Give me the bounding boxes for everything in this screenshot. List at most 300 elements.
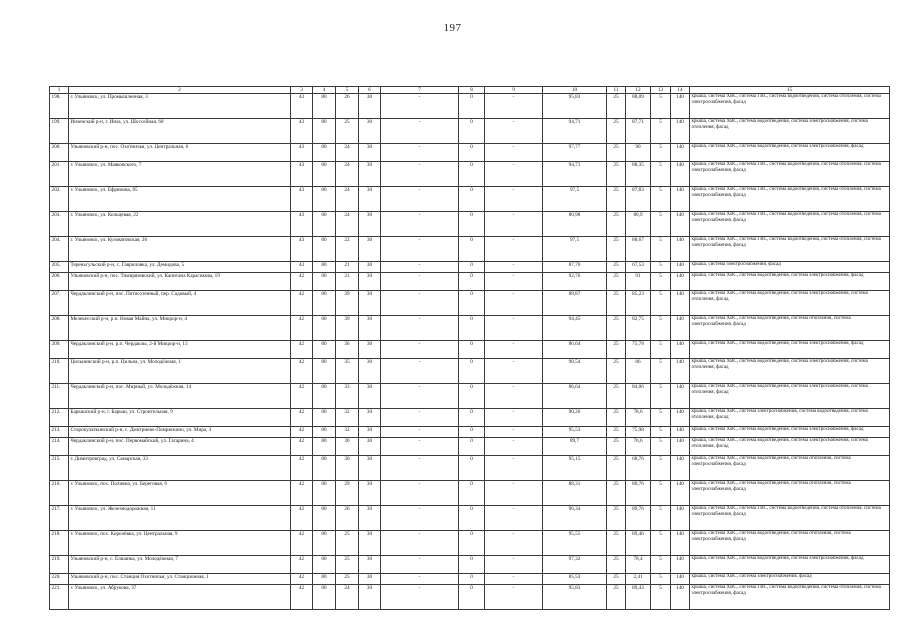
value-cell: -	[381, 273, 459, 291]
works-cell: крыша, система электроснабжения, фасад	[690, 262, 890, 273]
column-number-header: 2	[69, 87, 291, 94]
value-cell: 36	[336, 341, 359, 359]
value-cell: -	[381, 427, 459, 438]
value-cell: -	[381, 94, 459, 119]
value-cell: 97,5	[543, 237, 607, 262]
value-cell: 42	[291, 456, 313, 481]
address-cell: Барышский р-н, г. Барыш, ул. Строительная, 9	[69, 409, 291, 427]
value-cell: 88,35	[626, 162, 651, 187]
value-cell: 25	[336, 119, 359, 144]
page-number: 197	[443, 22, 462, 34]
value-cell: 25	[607, 316, 626, 341]
value-cell: -	[485, 316, 543, 341]
table-row	[50, 187, 890, 212]
value-cell: 5	[651, 144, 671, 162]
value-cell: 5	[651, 427, 671, 438]
value-cell: 30	[336, 438, 359, 456]
value-cell: 30	[359, 384, 381, 409]
row-number-cell: 210.	[50, 359, 69, 384]
value-cell: -	[485, 237, 543, 262]
column-number-header: 7	[381, 87, 459, 94]
value-cell: 92,76	[543, 273, 607, 291]
value-cell: 0	[459, 94, 485, 119]
value-cell: 0	[459, 162, 485, 187]
value-cell: -	[381, 531, 459, 556]
value-cell: 0	[459, 316, 485, 341]
row-number-cell: 220.	[50, 574, 69, 585]
value-cell: 25	[607, 456, 626, 481]
value-cell: 5	[651, 456, 671, 481]
value-cell: -	[381, 162, 459, 187]
row-number-cell: 211.	[50, 384, 69, 409]
value-cell: 5	[651, 162, 671, 187]
works-cell: крыша, система ХВС, система электроснабжения, система водоотведения, система отопления, фасад	[690, 409, 890, 427]
value-cell: 25	[607, 506, 626, 531]
value-cell: -	[485, 273, 543, 291]
table-row	[50, 212, 890, 237]
value-cell: 32	[336, 427, 359, 438]
value-cell: 140	[671, 384, 690, 409]
address-cell: Мелекесский р-н, р.п. Новая Майна, ул. Микрор-н, 4	[69, 316, 291, 341]
value-cell: 30	[359, 119, 381, 144]
value-cell: 5	[651, 341, 671, 359]
row-number-cell: 207.	[50, 291, 69, 316]
value-cell: 0	[459, 262, 485, 273]
value-cell: 0	[459, 438, 485, 456]
row-number-cell: 208.	[50, 316, 69, 341]
value-cell: 30	[359, 481, 381, 506]
value-cell: 80	[313, 212, 336, 237]
row-number-cell: 216.	[50, 481, 69, 506]
value-cell: -	[485, 506, 543, 531]
table-row	[50, 94, 890, 119]
value-cell: 75,98	[626, 427, 651, 438]
works-cell: крыша, система ХВС, система водоотведения, система отопления, система электроснабжения, фасад	[690, 316, 890, 341]
value-cell: 140	[671, 273, 690, 291]
value-cell: 30	[359, 187, 381, 212]
works-cell: крыша, система ХВС, система ГВС, система водоотведения, система отопления, система электроснабжения, фасад	[690, 94, 890, 119]
value-cell: 30	[359, 316, 381, 341]
value-cell: 30	[359, 427, 381, 438]
value-cell: 29	[336, 481, 359, 506]
address-cell: Чердаклинский р-н, пос. Первомайский, ул. Гагарина, 4	[69, 438, 291, 456]
value-cell: 39	[336, 291, 359, 316]
value-cell: 90,26	[543, 409, 607, 427]
table-row	[50, 481, 890, 506]
table-row	[50, 506, 890, 531]
value-cell: 84,06	[626, 384, 651, 409]
value-cell: 0	[459, 556, 485, 574]
row-number-cell: 221.	[50, 585, 69, 610]
value-cell: 2,41	[626, 574, 651, 585]
value-cell: 140	[671, 144, 690, 162]
value-cell: 43	[291, 94, 313, 119]
value-cell: -	[485, 574, 543, 585]
value-cell: 85,23	[626, 291, 651, 316]
value-cell: 95,55	[543, 531, 607, 556]
value-cell: 80	[313, 187, 336, 212]
works-cell: крыша, система ХВС, система водоотведения, система электроснабжения, система отопления, фасад	[690, 291, 890, 316]
value-cell: -	[381, 316, 459, 341]
value-cell: 88,67	[626, 237, 651, 262]
value-cell: 42	[291, 273, 313, 291]
value-cell: 0	[459, 291, 485, 316]
row-number-cell: 206.	[50, 273, 69, 291]
value-cell: 32	[336, 409, 359, 427]
value-cell: 140	[671, 162, 690, 187]
value-cell: 80	[313, 506, 336, 531]
table-row	[50, 585, 890, 610]
value-cell: 0	[459, 212, 485, 237]
value-cell: -	[381, 119, 459, 144]
works-cell: крыша, система ХВС, система водоотведения, система электроснабжения, система отопления, фасад	[690, 384, 890, 409]
value-cell: 78,4	[626, 556, 651, 574]
value-cell: 89,7	[543, 438, 607, 456]
value-cell: 0	[459, 409, 485, 427]
value-cell: -	[485, 144, 543, 162]
value-cell: 95,53	[543, 427, 607, 438]
value-cell: 80	[313, 531, 336, 556]
value-cell: 25	[607, 427, 626, 438]
address-cell: г. Ульяновск, пос. Поливна, ул. Береговая, 6	[69, 481, 291, 506]
row-number-cell: 200.	[50, 144, 69, 162]
table-row	[50, 438, 890, 456]
value-cell: 87,71	[626, 119, 651, 144]
works-cell: крыша, система ХВС, система водоотведения, система электроснабжения, фасад	[690, 556, 890, 574]
table-row	[50, 556, 890, 574]
value-cell: 25	[607, 384, 626, 409]
value-cell: 0	[459, 506, 485, 531]
value-cell: -	[381, 237, 459, 262]
row-number-cell: 205.	[50, 262, 69, 273]
row-number-cell: 201.	[50, 162, 69, 187]
value-cell: 76,6	[626, 438, 651, 456]
address-cell: Чердаклинский р-н, пос. Пятисотенный, пер. Садовый, 4	[69, 291, 291, 316]
value-cell: 25	[336, 556, 359, 574]
works-cell: крыша, система ХВС, система ГВС, система водоотведения, система отопления, система электроснабжения, фасад	[690, 237, 890, 262]
table-row	[50, 144, 890, 162]
value-cell: 5	[651, 119, 671, 144]
value-cell: -	[485, 531, 543, 556]
address-cell: Ульяновский р-н, пос. Тимирязевский, ул. Капитана Карасикова, 19	[69, 273, 291, 291]
value-cell: 80	[313, 481, 336, 506]
value-cell: 97,77	[543, 144, 607, 162]
table-row	[50, 574, 890, 585]
value-cell: 5	[651, 574, 671, 585]
value-cell: 30	[359, 409, 381, 427]
address-cell: Цильнинский р-н, р.п. Цильна, ул. Молодёжная, 1	[69, 359, 291, 384]
value-cell: 88,09	[626, 94, 651, 119]
column-number-header: 13	[651, 87, 671, 94]
value-cell: -	[381, 481, 459, 506]
table-row	[50, 341, 890, 359]
works-cell: крыша, система ХВС, система водоотведения, система отопления, система электроснабжения, фасад	[690, 531, 890, 556]
value-cell: 25	[607, 119, 626, 144]
column-number-header: 6	[359, 87, 381, 94]
value-cell: 30	[359, 212, 381, 237]
value-cell: 140	[671, 237, 690, 262]
value-cell: 80	[313, 262, 336, 273]
value-cell: -	[381, 574, 459, 585]
value-cell: 86,64	[543, 341, 607, 359]
address-cell: Ульяновский р-н, пос. Станция Охотничья, ул. Станционная, 1	[69, 574, 291, 585]
value-cell: 42	[291, 556, 313, 574]
value-cell: 140	[671, 531, 690, 556]
value-cell: 25	[607, 359, 626, 384]
value-cell: 140	[671, 262, 690, 273]
value-cell: 30	[359, 456, 381, 481]
value-cell: 80	[313, 94, 336, 119]
value-cell: 30	[359, 574, 381, 585]
value-cell: 94,71	[543, 119, 607, 144]
value-cell: 25	[607, 162, 626, 187]
value-cell: -	[381, 212, 459, 237]
column-number-header: 15	[690, 87, 890, 94]
value-cell: 5	[651, 384, 671, 409]
value-cell: 43	[291, 212, 313, 237]
works-cell: крыша, система ХВС, система электроснабжения, фасад	[690, 574, 890, 585]
value-cell: 0	[459, 585, 485, 610]
value-cell: 97,32	[543, 556, 607, 574]
value-cell: -	[381, 506, 459, 531]
row-number-cell: 209.	[50, 341, 69, 359]
table-row	[50, 384, 890, 409]
address-cell: Инзенский р-н, г. Инза, ул. Шоссейная, 68	[69, 119, 291, 144]
value-cell: 25	[607, 531, 626, 556]
row-number-cell: 218.	[50, 531, 69, 556]
value-cell: 35	[336, 359, 359, 384]
value-cell: 25	[607, 262, 626, 273]
value-cell: 5	[651, 212, 671, 237]
works-cell: крыша, система ХВС, система водоотведения, система электроснабжения, система отопления, фасад	[690, 119, 890, 144]
value-cell: 140	[671, 119, 690, 144]
value-cell: 43	[291, 237, 313, 262]
value-cell: 140	[671, 341, 690, 359]
value-cell: -	[485, 359, 543, 384]
table-row	[50, 237, 890, 262]
value-cell: 25	[607, 94, 626, 119]
value-cell: 0	[459, 384, 485, 409]
value-cell: 42	[291, 438, 313, 456]
address-cell: г. Димитровград, ул. Самарская, 33	[69, 456, 291, 481]
value-cell: 24	[336, 144, 359, 162]
value-cell: 42	[291, 574, 313, 585]
value-cell: 140	[671, 409, 690, 427]
value-cell: 80	[313, 384, 336, 409]
value-cell: 0	[459, 531, 485, 556]
value-cell: -	[485, 341, 543, 359]
value-cell: 87,76	[543, 262, 607, 273]
value-cell: 140	[671, 212, 690, 237]
works-cell: крыша, система ХВС, система водоотведения, система электроснабжения, система отопления, фасад	[690, 359, 890, 384]
value-cell: -	[381, 144, 459, 162]
value-cell: -	[485, 119, 543, 144]
column-number-header: 9	[485, 87, 543, 94]
value-cell: 80	[313, 291, 336, 316]
table-row	[50, 119, 890, 144]
row-number-cell: 214.	[50, 438, 69, 456]
value-cell: 80	[313, 456, 336, 481]
value-cell: 24	[336, 162, 359, 187]
value-cell: 30	[359, 556, 381, 574]
value-cell: 140	[671, 506, 690, 531]
column-number-header: 8	[459, 87, 485, 94]
value-cell: 5	[651, 506, 671, 531]
row-number-cell: 219.	[50, 556, 69, 574]
value-cell: 5	[651, 187, 671, 212]
value-cell: -	[381, 409, 459, 427]
value-cell: 5	[651, 585, 671, 610]
value-cell: 75,78	[626, 341, 651, 359]
value-cell: 25	[336, 531, 359, 556]
value-cell: 80	[313, 119, 336, 144]
address-cell: г. Ульяновск, ул. Ефремова, 85	[69, 187, 291, 212]
table-row	[50, 359, 890, 384]
works-cell: крыша, система ХВС, система ГВС, система водоотведения, система отопления, система электроснабжения, фасад	[690, 212, 890, 237]
value-cell: -	[381, 341, 459, 359]
value-cell: 98,54	[543, 359, 607, 384]
value-cell: 42	[291, 291, 313, 316]
column-number-header: 12	[626, 87, 651, 94]
value-cell: 25	[607, 438, 626, 456]
value-cell: 67,53	[626, 262, 651, 273]
value-cell: 80	[313, 574, 336, 585]
value-cell: 89,43	[626, 585, 651, 610]
value-cell: 30	[359, 94, 381, 119]
value-cell: 89,46	[626, 531, 651, 556]
table-row	[50, 273, 890, 291]
value-cell: 140	[671, 187, 690, 212]
value-cell: 43	[291, 119, 313, 144]
table-row	[50, 162, 890, 187]
value-cell: 42	[291, 531, 313, 556]
value-cell: 42	[291, 359, 313, 384]
value-cell: 22	[336, 237, 359, 262]
value-cell: 5	[651, 359, 671, 384]
value-cell: -	[485, 162, 543, 187]
value-cell: -	[485, 187, 543, 212]
value-cell: 95,83	[543, 585, 607, 610]
value-cell: -	[381, 359, 459, 384]
table-row	[50, 291, 890, 316]
value-cell: 42	[291, 316, 313, 341]
table-row	[50, 456, 890, 481]
value-cell: 0	[459, 187, 485, 212]
value-cell: -	[485, 212, 543, 237]
row-number-cell: 204.	[50, 237, 69, 262]
value-cell: 42	[291, 341, 313, 359]
value-cell: -	[485, 427, 543, 438]
value-cell: 30	[359, 341, 381, 359]
value-cell: 25	[607, 212, 626, 237]
value-cell: 140	[671, 556, 690, 574]
works-cell: крыша, система ХВС, система ГВС, система водоотведения, система отопления, система электроснабжения, фасад	[690, 187, 890, 212]
address-cell: Ульяновский р-н, с. Елшанка, ул. Молодёжная, 7	[69, 556, 291, 574]
value-cell: 78,6	[626, 409, 651, 427]
value-cell: 80	[313, 556, 336, 574]
address-cell: г. Ульяновск, ул. Промышленная, 3	[69, 94, 291, 119]
address-cell: Ульяновский р-н, пос. Охотничья, ул. Центральная, 6	[69, 144, 291, 162]
value-cell: 30	[359, 262, 381, 273]
row-number-cell: 199.	[50, 119, 69, 144]
value-cell: 0	[459, 144, 485, 162]
value-cell: -	[485, 556, 543, 574]
value-cell: -	[485, 481, 543, 506]
value-cell: 25	[607, 409, 626, 427]
column-number-header: 11	[607, 87, 626, 94]
table-row	[50, 262, 890, 273]
address-cell: Чердаклинский р-н, р.п. Чердаклы, 2-й Микрор-н, 13	[69, 341, 291, 359]
row-number-cell: 217.	[50, 506, 69, 531]
value-cell: 5	[651, 438, 671, 456]
value-cell: 140	[671, 359, 690, 384]
value-cell: 140	[671, 456, 690, 481]
value-cell: 30	[359, 144, 381, 162]
address-cell: г. Ульяновск, ул. Абрукова, 37	[69, 585, 291, 610]
value-cell: 0	[459, 273, 485, 291]
value-cell: 30	[359, 273, 381, 291]
address-cell: Чердаклинский р-н, пос. Мирный, ул. Молодёжная, 14	[69, 384, 291, 409]
value-cell: 80	[313, 273, 336, 291]
data-table-container	[49, 86, 889, 610]
value-cell: 140	[671, 316, 690, 341]
row-number-cell: 198.	[50, 94, 69, 119]
value-cell: 140	[671, 574, 690, 585]
value-cell: 5	[651, 531, 671, 556]
value-cell: 30	[359, 506, 381, 531]
value-cell: 5	[651, 556, 671, 574]
value-cell: 42	[291, 506, 313, 531]
works-cell: крыша, система ХВС, система водоотведения, система электроснабжения, фасад	[690, 341, 890, 359]
value-cell: 88,87	[543, 291, 607, 316]
value-cell: 25	[607, 273, 626, 291]
value-cell: -	[485, 262, 543, 273]
value-cell: -	[381, 291, 459, 316]
value-cell: 25	[607, 341, 626, 359]
value-cell: -	[485, 384, 543, 409]
value-cell: 80	[313, 237, 336, 262]
value-cell: 30	[359, 291, 381, 316]
value-cell: 85,53	[543, 574, 607, 585]
value-cell: 25	[607, 237, 626, 262]
value-cell: 0	[459, 359, 485, 384]
row-number-cell: 212.	[50, 409, 69, 427]
value-cell: 42	[291, 384, 313, 409]
value-cell: -	[381, 556, 459, 574]
value-cell: 82,75	[626, 316, 651, 341]
value-cell: 24	[336, 187, 359, 212]
works-cell: крыша, система ХВС, система водоотведения, система отопления, система электроснабжения, фасад	[690, 456, 890, 481]
value-cell: -	[381, 262, 459, 273]
value-cell: 80	[313, 162, 336, 187]
value-cell: 80	[313, 341, 336, 359]
value-cell: 25	[336, 574, 359, 585]
value-cell: 80	[313, 359, 336, 384]
value-cell: 5	[651, 273, 671, 291]
value-cell: 140	[671, 94, 690, 119]
row-number-cell: 203.	[50, 212, 69, 237]
value-cell: -	[485, 94, 543, 119]
value-cell: -	[485, 456, 543, 481]
value-cell: 80	[313, 144, 336, 162]
value-cell: 24	[336, 585, 359, 610]
value-cell: 43	[291, 262, 313, 273]
data-table	[49, 86, 890, 610]
value-cell: 140	[671, 585, 690, 610]
address-cell: г. Ульяновск, ул. Железнодорожная, 11	[69, 506, 291, 531]
table-row	[50, 316, 890, 341]
value-cell: 140	[671, 438, 690, 456]
